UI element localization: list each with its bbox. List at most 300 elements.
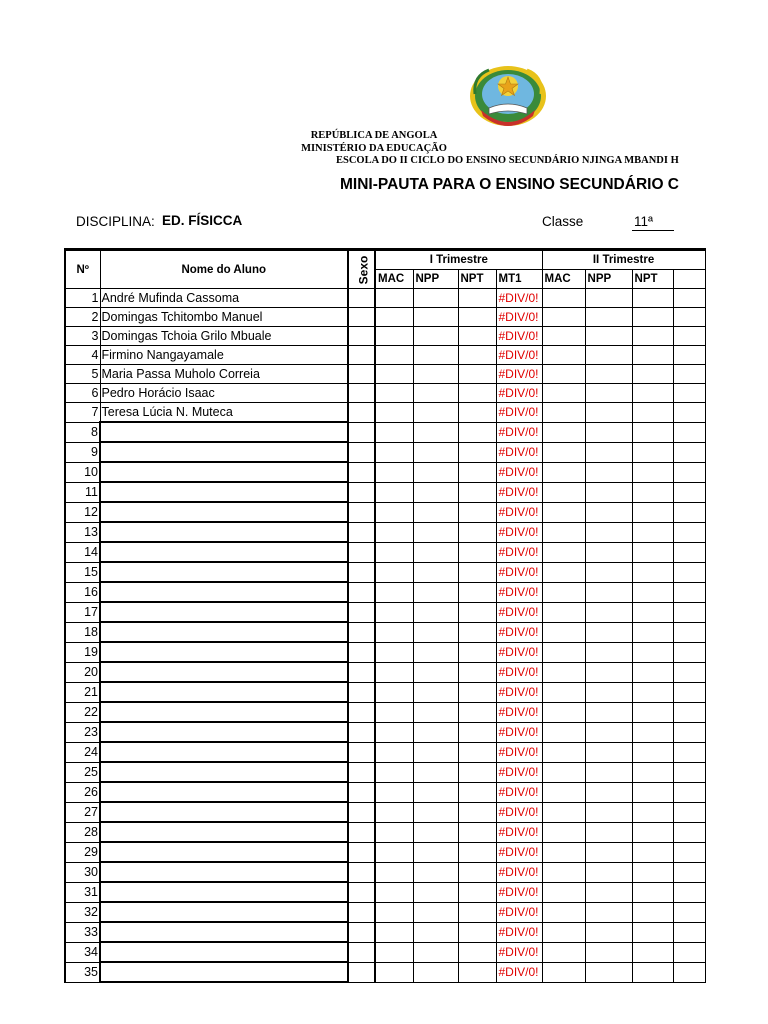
student-name-cell[interactable] [100,622,348,642]
student-name-cell[interactable] [100,782,348,802]
t2-mac-cell[interactable] [542,882,585,902]
student-name-cell[interactable]: Domingas Tchitombo Manuel [100,308,348,327]
t1-npp-cell[interactable] [413,842,458,862]
student-name-cell[interactable] [100,902,348,922]
sex-cell[interactable] [348,622,375,642]
t1-mac-cell[interactable] [375,882,413,902]
t2-npp-cell[interactable] [585,682,632,702]
t1-npt-cell[interactable] [458,942,496,962]
t2-mac-cell[interactable] [542,762,585,782]
t1-mac-cell[interactable] [375,802,413,822]
t1-mac-cell[interactable] [375,384,413,403]
t2-mac-cell[interactable] [542,622,585,642]
sex-cell[interactable] [348,902,375,922]
sex-cell[interactable] [348,722,375,742]
t1-npt-cell[interactable] [458,403,496,423]
t1-mac-cell[interactable] [375,642,413,662]
sex-cell[interactable] [348,662,375,682]
t2-npp-cell[interactable] [585,522,632,542]
t1-npp-cell[interactable] [413,403,458,423]
t2-npt-cell[interactable] [632,442,673,462]
t2-npt-cell[interactable] [632,742,673,762]
t2-npt-cell[interactable] [632,289,673,308]
t2-extra-cell[interactable] [673,682,705,702]
t2-npp-cell[interactable] [585,642,632,662]
student-name-cell[interactable]: Teresa Lúcia N. Muteca [100,403,348,423]
t1-mac-cell[interactable] [375,542,413,562]
t1-npt-cell[interactable] [458,542,496,562]
t1-mac-cell[interactable] [375,622,413,642]
sex-cell[interactable] [348,365,375,384]
t1-npt-cell[interactable] [458,562,496,582]
t1-npt-cell[interactable] [458,642,496,662]
t1-npt-cell[interactable] [458,602,496,622]
t1-npt-cell[interactable] [458,522,496,542]
t2-mac-cell[interactable] [542,782,585,802]
t2-extra-cell[interactable] [673,327,705,346]
t2-npt-cell[interactable] [632,522,673,542]
t1-npt-cell[interactable] [458,922,496,942]
t2-npt-cell[interactable] [632,862,673,882]
t1-npp-cell[interactable] [413,942,458,962]
t2-npp-cell[interactable] [585,384,632,403]
t1-npp-cell[interactable] [413,762,458,782]
t1-npp-cell[interactable] [413,722,458,742]
sex-cell[interactable] [348,762,375,782]
t1-npt-cell[interactable] [458,462,496,482]
t2-npp-cell[interactable] [585,403,632,423]
student-name-cell[interactable] [100,862,348,882]
t2-npt-cell[interactable] [632,902,673,922]
t2-npt-cell[interactable] [632,462,673,482]
t2-npp-cell[interactable] [585,862,632,882]
t2-extra-cell[interactable] [673,782,705,802]
t2-mac-cell[interactable] [542,642,585,662]
t1-npp-cell[interactable] [413,462,458,482]
t1-mac-cell[interactable] [375,289,413,308]
sex-cell[interactable] [348,822,375,842]
t2-npp-cell[interactable] [585,702,632,722]
sex-cell[interactable] [348,842,375,862]
t2-extra-cell[interactable] [673,742,705,762]
t2-npp-cell[interactable] [585,442,632,462]
t1-npp-cell[interactable] [413,365,458,384]
sex-cell[interactable] [348,862,375,882]
sex-cell[interactable] [348,327,375,346]
sex-cell[interactable] [348,802,375,822]
t1-mac-cell[interactable] [375,422,413,442]
t2-mac-cell[interactable] [542,702,585,722]
t2-npp-cell[interactable] [585,582,632,602]
t1-npp-cell[interactable] [413,522,458,542]
t2-extra-cell[interactable] [673,642,705,662]
t2-npp-cell[interactable] [585,802,632,822]
sex-cell[interactable] [348,522,375,542]
t2-npt-cell[interactable] [632,802,673,822]
t1-npt-cell[interactable] [458,662,496,682]
t2-extra-cell[interactable] [673,462,705,482]
t2-extra-cell[interactable] [673,702,705,722]
sex-cell[interactable] [348,289,375,308]
t2-mac-cell[interactable] [542,802,585,822]
t2-mac-cell[interactable] [542,942,585,962]
t2-extra-cell[interactable] [673,403,705,423]
t1-npt-cell[interactable] [458,702,496,722]
t1-npp-cell[interactable] [413,308,458,327]
t2-npp-cell[interactable] [585,622,632,642]
student-name-cell[interactable] [100,442,348,462]
t1-mac-cell[interactable] [375,482,413,502]
t2-npp-cell[interactable] [585,346,632,365]
t1-npt-cell[interactable] [458,289,496,308]
t2-extra-cell[interactable] [673,842,705,862]
sex-cell[interactable] [348,602,375,622]
t2-mac-cell[interactable] [542,365,585,384]
t1-npp-cell[interactable] [413,502,458,522]
t2-npp-cell[interactable] [585,562,632,582]
t1-mac-cell[interactable] [375,682,413,702]
t1-npp-cell[interactable] [413,622,458,642]
t1-npp-cell[interactable] [413,327,458,346]
sex-cell[interactable] [348,922,375,942]
t1-npp-cell[interactable] [413,346,458,365]
t2-extra-cell[interactable] [673,482,705,502]
student-name-cell[interactable] [100,422,348,442]
student-name-cell[interactable] [100,702,348,722]
t2-npt-cell[interactable] [632,942,673,962]
t2-npt-cell[interactable] [632,922,673,942]
student-name-cell[interactable]: Firmino Nangayamale [100,346,348,365]
student-name-cell[interactable] [100,642,348,662]
student-name-cell[interactable] [100,502,348,522]
t1-mac-cell[interactable] [375,327,413,346]
t2-npt-cell[interactable] [632,384,673,403]
t1-mac-cell[interactable] [375,346,413,365]
t1-npt-cell[interactable] [458,682,496,702]
t2-extra-cell[interactable] [673,542,705,562]
student-name-cell[interactable] [100,962,348,982]
student-name-cell[interactable] [100,462,348,482]
t2-npt-cell[interactable] [632,346,673,365]
t2-npp-cell[interactable] [585,762,632,782]
t1-npt-cell[interactable] [458,902,496,922]
t1-mac-cell[interactable] [375,602,413,622]
t2-npp-cell[interactable] [585,327,632,346]
t2-extra-cell[interactable] [673,346,705,365]
sex-cell[interactable] [348,346,375,365]
t2-extra-cell[interactable] [673,762,705,782]
t1-npp-cell[interactable] [413,442,458,462]
sex-cell[interactable] [348,403,375,423]
t2-npp-cell[interactable] [585,482,632,502]
t1-npt-cell[interactable] [458,862,496,882]
t1-mac-cell[interactable] [375,762,413,782]
t2-mac-cell[interactable] [542,742,585,762]
t2-npt-cell[interactable] [632,327,673,346]
t2-mac-cell[interactable] [542,482,585,502]
t2-extra-cell[interactable] [673,862,705,882]
sex-cell[interactable] [348,582,375,602]
sex-cell[interactable] [348,642,375,662]
t2-mac-cell[interactable] [542,289,585,308]
t1-mac-cell[interactable] [375,582,413,602]
student-name-cell[interactable]: Maria Passa Muholo Correia [100,365,348,384]
student-name-cell[interactable]: Pedro Horácio Isaac [100,384,348,403]
t1-mac-cell[interactable] [375,902,413,922]
t2-npt-cell[interactable] [632,622,673,642]
t1-npt-cell[interactable] [458,502,496,522]
t2-npp-cell[interactable] [585,782,632,802]
t1-npp-cell[interactable] [413,384,458,403]
sex-cell[interactable] [348,782,375,802]
t1-mac-cell[interactable] [375,822,413,842]
t2-npt-cell[interactable] [632,482,673,502]
t1-npp-cell[interactable] [413,782,458,802]
t2-npt-cell[interactable] [632,365,673,384]
t1-mac-cell[interactable] [375,442,413,462]
t1-npp-cell[interactable] [413,682,458,702]
t1-mac-cell[interactable] [375,742,413,762]
t2-npp-cell[interactable] [585,902,632,922]
t2-mac-cell[interactable] [542,862,585,882]
student-name-cell[interactable] [100,522,348,542]
t2-npt-cell[interactable] [632,582,673,602]
t1-mac-cell[interactable] [375,702,413,722]
t2-npp-cell[interactable] [585,962,632,982]
t2-extra-cell[interactable] [673,308,705,327]
t2-npp-cell[interactable] [585,422,632,442]
t2-extra-cell[interactable] [673,802,705,822]
t2-extra-cell[interactable] [673,384,705,403]
t2-npp-cell[interactable] [585,882,632,902]
t1-mac-cell[interactable] [375,942,413,962]
t2-mac-cell[interactable] [542,922,585,942]
t2-npp-cell[interactable] [585,922,632,942]
t1-npt-cell[interactable] [458,842,496,862]
t1-mac-cell[interactable] [375,662,413,682]
student-name-cell[interactable] [100,542,348,562]
student-name-cell[interactable] [100,842,348,862]
t1-npp-cell[interactable] [413,802,458,822]
t1-mac-cell[interactable] [375,922,413,942]
t1-npt-cell[interactable] [458,442,496,462]
t2-extra-cell[interactable] [673,522,705,542]
t1-mac-cell[interactable] [375,502,413,522]
t2-npt-cell[interactable] [632,702,673,722]
t1-mac-cell[interactable] [375,842,413,862]
sex-cell[interactable] [348,542,375,562]
t2-mac-cell[interactable] [542,502,585,522]
t1-npt-cell[interactable] [458,308,496,327]
t1-npp-cell[interactable] [413,902,458,922]
t2-mac-cell[interactable] [542,442,585,462]
t2-mac-cell[interactable] [542,962,585,982]
t1-mac-cell[interactable] [375,962,413,982]
t1-npt-cell[interactable] [458,582,496,602]
t2-npp-cell[interactable] [585,722,632,742]
t1-npp-cell[interactable] [413,742,458,762]
t1-npp-cell[interactable] [413,422,458,442]
t2-mac-cell[interactable] [542,522,585,542]
discipline-value[interactable]: ED. FÍSICCA [162,213,243,228]
sex-cell[interactable] [348,422,375,442]
t2-npt-cell[interactable] [632,842,673,862]
t1-mac-cell[interactable] [375,722,413,742]
t2-extra-cell[interactable] [673,962,705,982]
sex-cell[interactable] [348,882,375,902]
sex-cell[interactable] [348,308,375,327]
sex-cell[interactable] [348,384,375,403]
student-name-cell[interactable] [100,942,348,962]
t2-extra-cell[interactable] [673,622,705,642]
t1-npp-cell[interactable] [413,542,458,562]
student-name-cell[interactable] [100,922,348,942]
t2-extra-cell[interactable] [673,422,705,442]
t1-mac-cell[interactable] [375,462,413,482]
t2-npt-cell[interactable] [632,562,673,582]
t2-npt-cell[interactable] [632,662,673,682]
t1-npp-cell[interactable] [413,482,458,502]
t2-npp-cell[interactable] [585,542,632,562]
t1-npt-cell[interactable] [458,482,496,502]
t2-mac-cell[interactable] [542,308,585,327]
t2-npp-cell[interactable] [585,365,632,384]
t2-npp-cell[interactable] [585,289,632,308]
t1-npt-cell[interactable] [458,422,496,442]
class-value[interactable]: 11ª [634,214,654,229]
t2-mac-cell[interactable] [542,462,585,482]
student-name-cell[interactable] [100,562,348,582]
t2-mac-cell[interactable] [542,562,585,582]
t1-npt-cell[interactable] [458,882,496,902]
t1-npp-cell[interactable] [413,862,458,882]
t2-extra-cell[interactable] [673,722,705,742]
t2-mac-cell[interactable] [542,384,585,403]
sex-cell[interactable] [348,502,375,522]
t2-extra-cell[interactable] [673,882,705,902]
t2-npt-cell[interactable] [632,962,673,982]
sex-cell[interactable] [348,462,375,482]
t2-extra-cell[interactable] [673,442,705,462]
student-name-cell[interactable] [100,802,348,822]
t1-npt-cell[interactable] [458,365,496,384]
t2-mac-cell[interactable] [542,542,585,562]
t1-mac-cell[interactable] [375,365,413,384]
t2-npt-cell[interactable] [632,308,673,327]
t1-mac-cell[interactable] [375,862,413,882]
t1-npt-cell[interactable] [458,346,496,365]
t2-extra-cell[interactable] [673,902,705,922]
sex-cell[interactable] [348,562,375,582]
t1-npt-cell[interactable] [458,722,496,742]
t2-npp-cell[interactable] [585,502,632,522]
t1-npt-cell[interactable] [458,622,496,642]
sex-cell[interactable] [348,742,375,762]
student-name-cell[interactable] [100,882,348,902]
student-name-cell[interactable] [100,822,348,842]
t1-npp-cell[interactable] [413,922,458,942]
sex-cell[interactable] [348,442,375,462]
student-name-cell[interactable] [100,682,348,702]
t1-npt-cell[interactable] [458,962,496,982]
sex-cell[interactable] [348,702,375,722]
t1-mac-cell[interactable] [375,522,413,542]
t2-npp-cell[interactable] [585,822,632,842]
t2-mac-cell[interactable] [542,582,585,602]
t2-extra-cell[interactable] [673,502,705,522]
t2-mac-cell[interactable] [542,822,585,842]
t1-npt-cell[interactable] [458,742,496,762]
t2-npt-cell[interactable] [632,882,673,902]
t2-npp-cell[interactable] [585,462,632,482]
student-name-cell[interactable]: André Mufinda Cassoma [100,289,348,308]
t2-npt-cell[interactable] [632,642,673,662]
t1-npp-cell[interactable] [413,882,458,902]
student-name-cell[interactable] [100,582,348,602]
t1-npp-cell[interactable] [413,962,458,982]
sex-cell[interactable] [348,482,375,502]
sex-cell[interactable] [348,962,375,982]
t1-npp-cell[interactable] [413,702,458,722]
t1-mac-cell[interactable] [375,782,413,802]
t2-npt-cell[interactable] [632,822,673,842]
t1-npt-cell[interactable] [458,384,496,403]
t2-mac-cell[interactable] [542,422,585,442]
t1-npt-cell[interactable] [458,782,496,802]
t1-npp-cell[interactable] [413,822,458,842]
sex-cell[interactable] [348,682,375,702]
t2-mac-cell[interactable] [542,842,585,862]
t2-extra-cell[interactable] [673,662,705,682]
student-name-cell[interactable]: Domingas Tchoia Grilo Mbuale [100,327,348,346]
t2-extra-cell[interactable] [673,942,705,962]
t1-mac-cell[interactable] [375,562,413,582]
t2-extra-cell[interactable] [673,562,705,582]
t2-mac-cell[interactable] [542,602,585,622]
t2-npp-cell[interactable] [585,308,632,327]
t2-npp-cell[interactable] [585,602,632,622]
t2-npt-cell[interactable] [632,722,673,742]
t2-extra-cell[interactable] [673,289,705,308]
t2-mac-cell[interactable] [542,403,585,423]
t1-npp-cell[interactable] [413,602,458,622]
t2-extra-cell[interactable] [673,602,705,622]
t2-extra-cell[interactable] [673,365,705,384]
t2-extra-cell[interactable] [673,822,705,842]
t1-mac-cell[interactable] [375,308,413,327]
t2-npt-cell[interactable] [632,542,673,562]
t2-npt-cell[interactable] [632,422,673,442]
t2-mac-cell[interactable] [542,662,585,682]
sex-cell[interactable] [348,942,375,962]
t1-npt-cell[interactable] [458,327,496,346]
t2-npp-cell[interactable] [585,842,632,862]
t1-npt-cell[interactable] [458,802,496,822]
t2-mac-cell[interactable] [542,346,585,365]
student-name-cell[interactable] [100,602,348,622]
student-name-cell[interactable] [100,722,348,742]
t1-npp-cell[interactable] [413,289,458,308]
t2-mac-cell[interactable] [542,327,585,346]
t1-npt-cell[interactable] [458,822,496,842]
t2-mac-cell[interactable] [542,722,585,742]
t1-npt-cell[interactable] [458,762,496,782]
t2-npt-cell[interactable] [632,403,673,423]
t1-npp-cell[interactable] [413,582,458,602]
t2-extra-cell[interactable] [673,582,705,602]
t1-npp-cell[interactable] [413,662,458,682]
t2-npp-cell[interactable] [585,662,632,682]
